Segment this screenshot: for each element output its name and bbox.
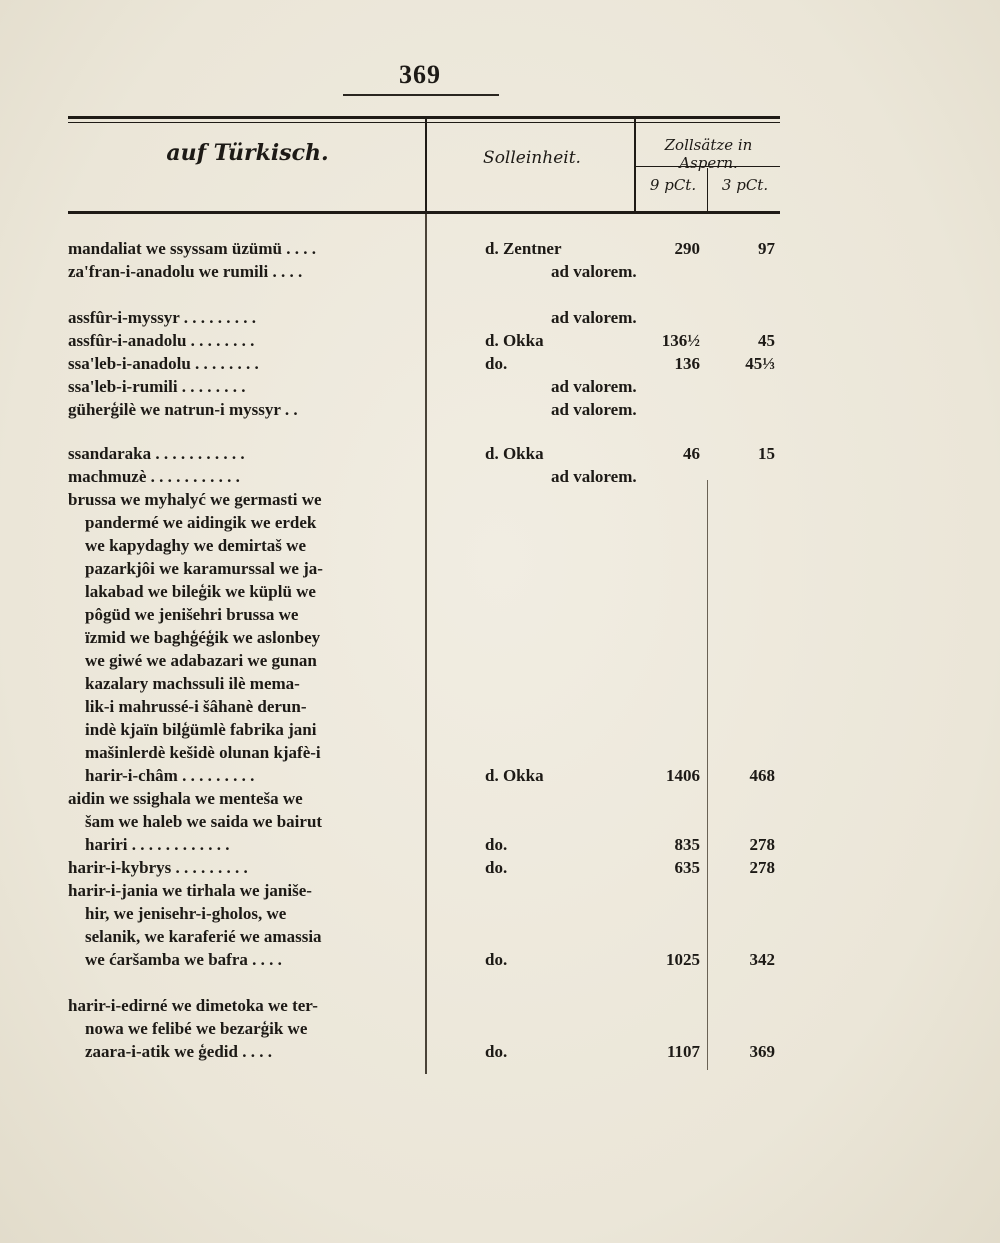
header-unit: Solleinheit. bbox=[483, 148, 581, 168]
row-duty-3pct: 45⅓ bbox=[745, 354, 775, 373]
row-name: selanik, we karaferié we amassia bbox=[68, 927, 322, 946]
row-name: zaara-i-atik we ģedid . . . . bbox=[68, 1042, 272, 1061]
page-number: 369 bbox=[399, 60, 441, 89]
row-name: we giwé we adabazari we gunan bbox=[68, 651, 317, 670]
top-rule bbox=[68, 116, 780, 119]
row-name: hariri . . . . . . . . . . . . bbox=[68, 835, 230, 854]
row-name: assfûr-i-myssyr . . . . . . . . . bbox=[68, 308, 256, 327]
row-name: mašinlerdè kešidè olunan kjafè-i bbox=[68, 743, 321, 762]
row-duty-9pct: 46 bbox=[683, 444, 700, 463]
top-rule-thin bbox=[68, 122, 780, 123]
column-divider-values bbox=[707, 480, 708, 1070]
row-duty-3pct: 468 bbox=[749, 766, 775, 785]
row-unit: do. bbox=[485, 858, 508, 877]
header-bottom-rule bbox=[68, 211, 780, 214]
row-unit: do. bbox=[485, 1042, 508, 1061]
row-name: we ćaršamba we bafra . . . . bbox=[68, 950, 282, 969]
row-ad-valorem: ad valorem. bbox=[551, 262, 637, 281]
row-duty-9pct: 290 bbox=[674, 239, 700, 258]
row-name: lakabad we bileģik we küplü we bbox=[68, 582, 316, 601]
row-ad-valorem: ad valorem. bbox=[551, 467, 637, 486]
row-duty-3pct: 278 bbox=[749, 858, 775, 877]
row-name: indè kjaïn bilģümlè fabrika jani bbox=[68, 720, 317, 739]
header-duty: Zollsätze in Aspern. bbox=[664, 136, 753, 172]
row-unit: d. Zentner bbox=[485, 239, 562, 258]
row-duty-3pct: 15 bbox=[758, 444, 775, 463]
row-name: ssandaraka . . . . . . . . . . . bbox=[68, 444, 245, 463]
row-duty-3pct: 45 bbox=[758, 331, 775, 350]
row-name: mandaliat we ssyssam üzümü . . . . bbox=[68, 239, 316, 258]
row-name: we kapydaghy we demirtaš we bbox=[68, 536, 306, 555]
row-name: pazarkjôi we karamurssal we ja- bbox=[68, 559, 323, 578]
row-unit: do. bbox=[485, 950, 508, 969]
row-name: assfûr-i-anadolu . . . . . . . . bbox=[68, 331, 255, 350]
row-duty-9pct: 1107 bbox=[666, 1042, 700, 1061]
row-unit: d. Okka bbox=[485, 331, 544, 350]
row-duty-9pct: 136 bbox=[674, 354, 700, 373]
row-name: ssa'leb-i-rumili . . . . . . . . bbox=[68, 377, 246, 396]
header-col-9pct: 9 pCt. bbox=[649, 176, 697, 194]
row-name: nowa we felibé we bezarģik we bbox=[68, 1019, 308, 1038]
row-unit: d. Okka bbox=[485, 444, 544, 463]
row-name: pandermé we aidingik we erdek bbox=[68, 513, 317, 532]
row-name: brussa we myhalyć we germasti we bbox=[68, 490, 322, 509]
row-unit: d. Okka bbox=[485, 766, 544, 785]
row-duty-9pct: 136½ bbox=[661, 331, 700, 350]
row-name: ssa'leb-i-anadolu . . . . . . . . bbox=[68, 354, 259, 373]
row-name: šam we haleb we saida we bairut bbox=[68, 812, 323, 831]
row-ad-valorem: ad valorem. bbox=[551, 400, 637, 419]
row-unit: do. bbox=[485, 354, 508, 373]
row-duty-3pct: 97 bbox=[758, 239, 775, 258]
row-ad-valorem: ad valorem. bbox=[551, 308, 637, 327]
row-name: harir-i-jania we tirhala we janiše- bbox=[68, 881, 312, 900]
header-divider-1 bbox=[425, 119, 427, 214]
row-name: harir-i-kybrys . . . . . . . . . bbox=[68, 858, 248, 877]
row-duty-9pct: 1406 bbox=[666, 766, 700, 785]
page-number-rule bbox=[343, 94, 499, 96]
header-col-3pct: 3 pCt. bbox=[721, 176, 769, 194]
row-duty-3pct: 278 bbox=[749, 835, 775, 854]
row-name: harir-i-châm . . . . . . . . . bbox=[68, 766, 255, 785]
row-name: güherģilè we natrun-i myssyr . . bbox=[68, 400, 298, 419]
row-name: hir, we jenisehr-i-gholos, we bbox=[68, 904, 287, 923]
row-name: lik-i mahrussé-i šâhanè derun- bbox=[68, 697, 307, 716]
row-name: machmuzè . . . . . . . . . . . bbox=[68, 467, 240, 486]
column-divider-unit bbox=[425, 214, 427, 1074]
row-duty-9pct: 635 bbox=[674, 858, 700, 877]
row-duty-3pct: 342 bbox=[749, 950, 775, 969]
row-name: za'fran-i-anadolu we rumili . . . . bbox=[68, 262, 303, 281]
row-name: aidin we ssighala we menteša we bbox=[68, 789, 303, 808]
row-duty-9pct: 835 bbox=[674, 835, 700, 854]
header-title: auf Türkisch. bbox=[166, 140, 329, 166]
row-duty-9pct: 1025 bbox=[666, 950, 700, 969]
row-name: pôgüd we jenišehri brussa we bbox=[68, 605, 299, 624]
row-unit: do. bbox=[485, 835, 508, 854]
row-name: harir-i-edirné we dimetoka we ter- bbox=[68, 996, 318, 1015]
row-name: kazalary machssuli ilè mema- bbox=[68, 674, 300, 693]
row-name: ïzmid we baghģéģik we aslonbey bbox=[68, 628, 321, 647]
row-duty-3pct: 369 bbox=[749, 1042, 775, 1061]
row-ad-valorem: ad valorem. bbox=[551, 377, 637, 396]
